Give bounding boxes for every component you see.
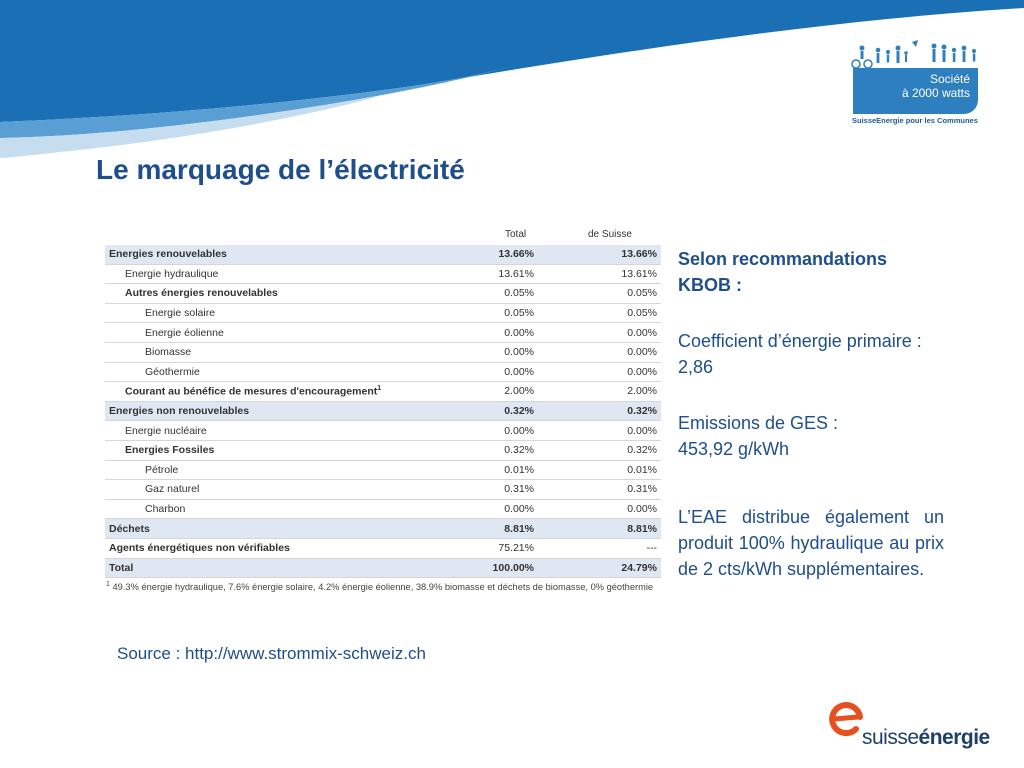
row-label: Autres énergies renouvelables bbox=[105, 284, 430, 304]
row-suisse: --- bbox=[538, 538, 661, 558]
row-total: 13.61% bbox=[430, 264, 538, 284]
row-total: 75.21% bbox=[430, 538, 538, 558]
row-label-cell bbox=[105, 382, 430, 402]
row-total: 0.32% bbox=[430, 440, 538, 460]
row-total: 0.00% bbox=[430, 421, 538, 441]
page-title: Le marquage de l’électricité bbox=[96, 154, 465, 185]
column-header-de-suisse: de Suisse bbox=[588, 229, 632, 240]
row-suisse: 0.32% bbox=[538, 440, 661, 460]
row-suisse: 0.05% bbox=[538, 284, 661, 304]
row-total: 0.31% bbox=[430, 480, 538, 500]
row-suisse: 8.81% bbox=[538, 519, 661, 539]
kbob-heading-line2: KBOB : bbox=[678, 275, 742, 295]
row-total: 2.00% bbox=[430, 382, 538, 402]
row-suisse: 0.31% bbox=[538, 480, 661, 500]
row-total: 8.81% bbox=[430, 519, 538, 539]
row-total: 0.32% bbox=[430, 401, 538, 421]
row-label: Agents énergétiques non vérifiables bbox=[105, 538, 430, 558]
energy-mix-table bbox=[105, 245, 661, 578]
row-suisse: 0.00% bbox=[538, 323, 661, 343]
table-row bbox=[105, 499, 661, 519]
kbob-heading-line1: Selon recommandations bbox=[678, 249, 888, 269]
table-row bbox=[105, 401, 661, 421]
row-label: Energie solaire bbox=[105, 303, 430, 323]
row-label: Total bbox=[105, 558, 430, 578]
row-suisse: 0.00% bbox=[538, 499, 661, 519]
wordmark-energie: énergie bbox=[918, 726, 990, 749]
row-label: Energies non renouvelables bbox=[105, 401, 430, 421]
row-label: Courant au bénéfice de mesures d'encouragement bbox=[125, 385, 378, 398]
row-total: 0.00% bbox=[430, 342, 538, 362]
source-citation: Source : http://www.strommix-schweiz.ch bbox=[117, 644, 426, 663]
table-row bbox=[105, 460, 661, 480]
row-total: 0.00% bbox=[430, 499, 538, 519]
footnote-ref: 1 bbox=[377, 385, 382, 393]
row-suisse: 13.66% bbox=[538, 245, 661, 264]
row-suisse: 24.79% bbox=[538, 558, 661, 578]
row-total: 0.00% bbox=[430, 323, 538, 343]
row-label: Energies renouvelables bbox=[105, 245, 430, 264]
footnote-text: 49.3% énergie hydraulique, 7.6% énergie solaire, 4.2% énergie éolienne, 38.9% biomasse et déchets de biomasse, 0% géothermie bbox=[112, 582, 654, 593]
table-row bbox=[105, 245, 661, 264]
table-row bbox=[105, 538, 661, 558]
row-label: Déchets bbox=[105, 519, 430, 539]
logo-badge-line1: Société bbox=[929, 72, 970, 86]
row-suisse: 0.32% bbox=[538, 401, 661, 421]
eae-paragraph bbox=[678, 504, 944, 582]
row-suisse: 13.61% bbox=[538, 264, 661, 284]
row-label: Energies Fossiles bbox=[105, 440, 430, 460]
coef-label: Coefficient d’énergie primaire : bbox=[678, 331, 922, 351]
table-row bbox=[105, 519, 661, 539]
people-silhouettes-icon bbox=[848, 38, 984, 72]
row-label: Pétrole bbox=[105, 460, 430, 480]
energie-e-icon bbox=[826, 700, 866, 740]
wordmark-suisse: suisse bbox=[862, 726, 919, 749]
logo-badge-line2: à 2000 watts bbox=[901, 86, 970, 100]
row-suisse: 0.05% bbox=[538, 303, 661, 323]
ges-value: 453,92 g/kWh bbox=[678, 439, 790, 459]
table-row bbox=[105, 284, 661, 304]
row-label: Biomasse bbox=[105, 342, 430, 362]
primary-energy-coefficient bbox=[678, 328, 922, 380]
row-total: 0.01% bbox=[430, 460, 538, 480]
table-row bbox=[105, 323, 661, 343]
suisse-energie-logo bbox=[826, 698, 996, 758]
table-row bbox=[105, 342, 661, 362]
row-total: 0.00% bbox=[430, 362, 538, 382]
row-label: Géothermie bbox=[105, 362, 430, 382]
ges-label: Emissions de GES : bbox=[678, 413, 839, 433]
row-suisse: 0.00% bbox=[538, 421, 661, 441]
row-label: Charbon bbox=[105, 499, 430, 519]
eae-text: L’EAE distribue également un produit 100% hydraulique au prix de 2 cts/kWh supplémentaires. bbox=[678, 507, 944, 579]
suisse-energie-wordmark bbox=[862, 726, 990, 750]
ghg-emissions bbox=[678, 410, 838, 462]
footnote-mark: 1 bbox=[106, 581, 110, 588]
row-total: 0.05% bbox=[430, 303, 538, 323]
row-label: Energie nucléaire bbox=[105, 421, 430, 441]
table-footnote bbox=[106, 579, 662, 593]
row-label: Energie hydraulique bbox=[105, 264, 430, 284]
table-row bbox=[105, 421, 661, 441]
logo-badge-text bbox=[853, 72, 978, 100]
row-suisse: 0.00% bbox=[538, 362, 661, 382]
row-total: 0.05% bbox=[430, 284, 538, 304]
table-row bbox=[105, 362, 661, 382]
logo-badge bbox=[853, 68, 978, 114]
kbob-heading bbox=[678, 246, 887, 298]
table-row bbox=[105, 558, 661, 578]
row-total: 100.00% bbox=[430, 558, 538, 578]
row-label: Energie éolienne bbox=[105, 323, 430, 343]
row-total: 13.66% bbox=[430, 245, 538, 264]
table-row bbox=[105, 480, 661, 500]
table-row bbox=[105, 303, 661, 323]
row-suisse: 2.00% bbox=[538, 382, 661, 402]
row-suisse: 0.00% bbox=[538, 342, 661, 362]
table-row bbox=[105, 440, 661, 460]
row-suisse: 0.01% bbox=[538, 460, 661, 480]
coef-value: 2,86 bbox=[678, 357, 714, 377]
logo-tagline: SuisseEnergie pour les Communes bbox=[852, 116, 978, 125]
table-row bbox=[105, 264, 661, 284]
column-header-total: Total bbox=[505, 229, 527, 240]
row-label: Gaz naturel bbox=[105, 480, 430, 500]
table-row bbox=[105, 382, 661, 402]
societe-2000-watts-logo bbox=[848, 38, 984, 130]
